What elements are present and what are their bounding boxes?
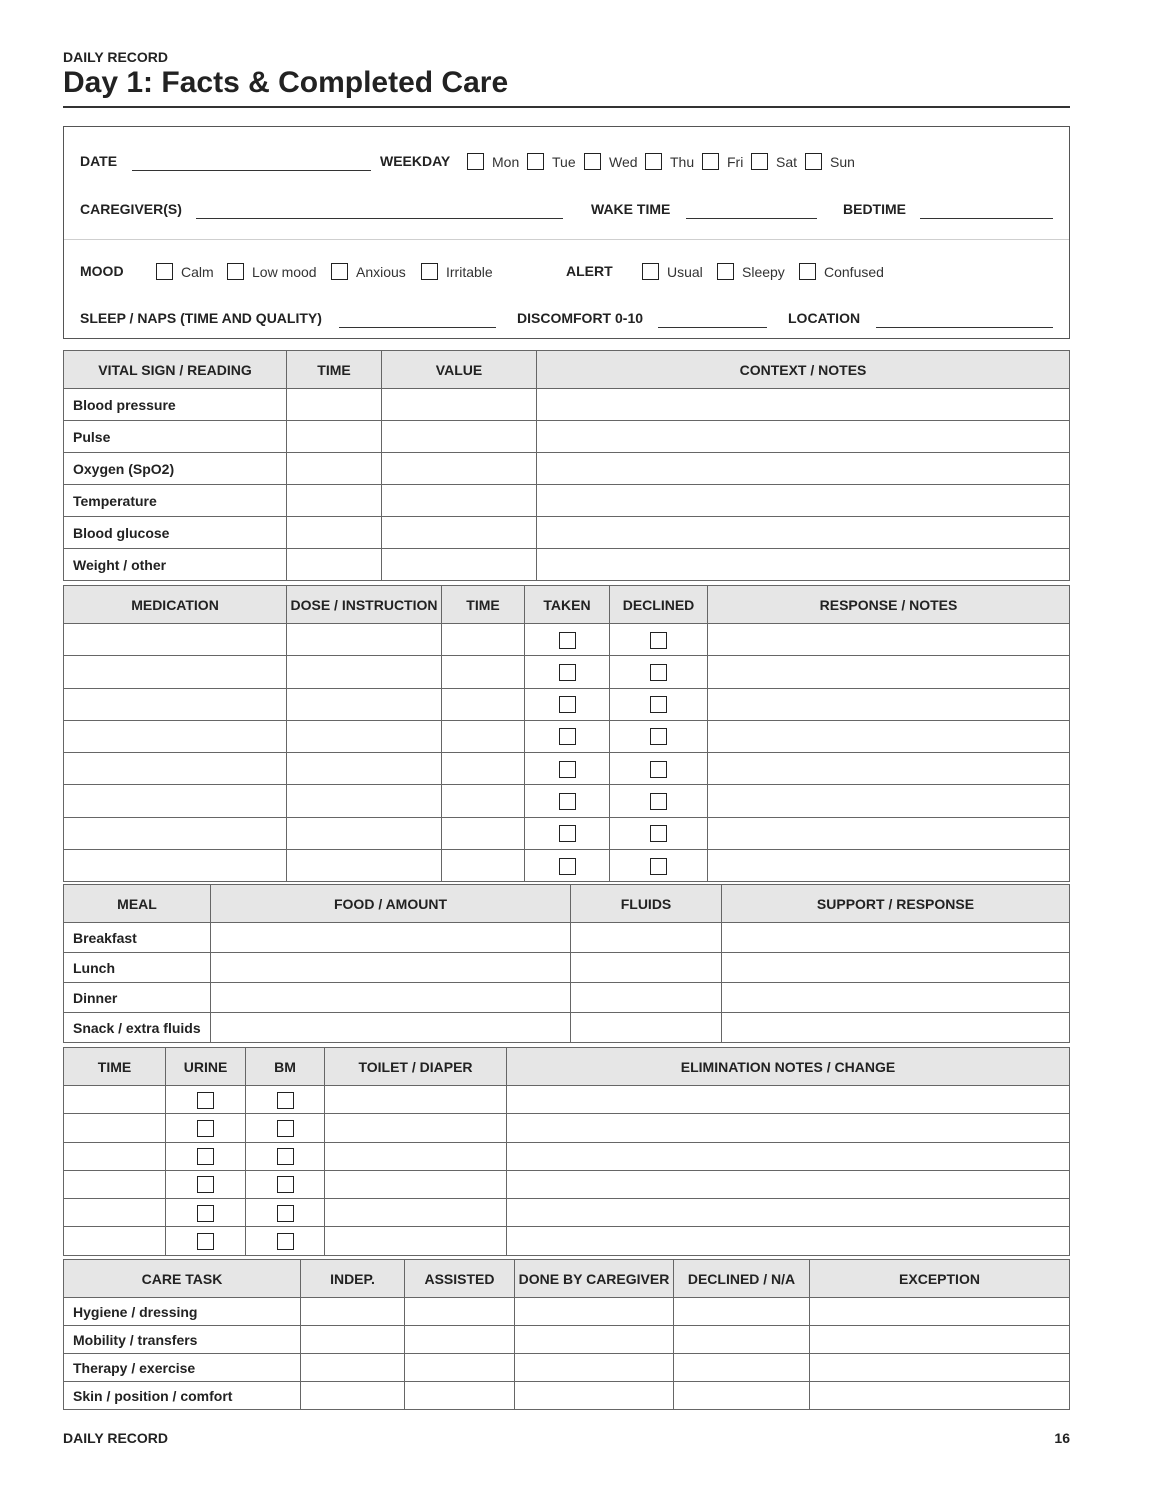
toilet-diaper-cell[interactable]	[325, 1142, 507, 1170]
checkbox[interactable]	[702, 153, 719, 170]
medication-cell[interactable]	[64, 785, 287, 817]
done-by-caregiver-cell[interactable]	[515, 1382, 674, 1410]
column-header: TIME	[64, 1048, 166, 1086]
vital-label: Weight / other	[64, 549, 287, 581]
declined-cell[interactable]	[674, 1298, 810, 1326]
table-row	[64, 1170, 1070, 1198]
checkbox[interactable]	[197, 1176, 214, 1193]
taken-cell[interactable]	[525, 688, 610, 720]
declined-cell[interactable]	[674, 1382, 810, 1410]
medication-cell[interactable]	[64, 753, 287, 785]
checkbox[interactable]	[650, 664, 667, 681]
time-cell[interactable]	[287, 453, 382, 485]
declined-cell[interactable]	[674, 1326, 810, 1354]
time-cell[interactable]	[64, 1086, 166, 1114]
medication-table	[63, 585, 1070, 882]
column-header: ELIMINATION NOTES / CHANGE	[507, 1048, 1070, 1086]
weekday-sat-label: Sat	[776, 153, 798, 170]
dose-cell[interactable]	[287, 656, 442, 688]
checkbox[interactable]	[227, 263, 244, 280]
checkbox[interactable]	[421, 263, 438, 280]
support-cell[interactable]	[722, 983, 1070, 1013]
medication-cell[interactable]	[64, 850, 287, 882]
column-header: BM	[246, 1048, 325, 1086]
checkbox[interactable]	[717, 263, 734, 280]
urine-cell[interactable]	[166, 1114, 246, 1142]
fluids-cell[interactable]	[571, 1013, 722, 1043]
page-title: Day 1: Facts & Completed Care	[63, 66, 509, 99]
footer-label: DAILY RECORD	[63, 1430, 169, 1446]
daily-info-box	[63, 126, 1070, 339]
vital-label: Pulse	[64, 421, 287, 453]
wake-time-field[interactable]	[686, 218, 817, 219]
support-cell[interactable]	[722, 953, 1070, 983]
time-cell[interactable]	[64, 1114, 166, 1142]
daily-record-page	[63, 0, 1070, 1500]
notes-cell[interactable]	[537, 549, 1070, 581]
bm-cell[interactable]	[246, 1086, 325, 1114]
section-eyebrow: DAILY RECORD	[63, 49, 169, 65]
value-cell[interactable]	[382, 549, 537, 581]
notes-cell[interactable]	[537, 453, 1070, 485]
taken-cell[interactable]	[525, 753, 610, 785]
bm-cell[interactable]	[246, 1170, 325, 1198]
assisted-cell[interactable]	[405, 1326, 515, 1354]
response-notes-cell[interactable]	[708, 656, 1070, 688]
taken-cell[interactable]	[525, 656, 610, 688]
toilet-diaper-cell[interactable]	[325, 1086, 507, 1114]
column-header: FOOD / AMOUNT	[211, 885, 571, 923]
bedtime-field[interactable]	[920, 218, 1053, 219]
table-row	[64, 1114, 1070, 1142]
indep-cell[interactable]	[301, 1354, 405, 1382]
table-row	[64, 549, 1070, 581]
column-header: RESPONSE / NOTES	[708, 586, 1070, 624]
checkbox[interactable]	[277, 1092, 294, 1109]
alert-confused-label: Confused	[824, 263, 884, 280]
dose-cell[interactable]	[287, 817, 442, 849]
weekday-sun-label: Sun	[830, 153, 855, 170]
mood-option-calm[interactable]	[156, 263, 214, 280]
column-header: VITAL SIGN / READING	[64, 351, 287, 389]
sleep-label: SLEEP / NAPS (TIME AND QUALITY)	[80, 310, 322, 326]
checkbox[interactable]	[559, 696, 576, 713]
page-number: 16	[1054, 1430, 1070, 1446]
checkbox[interactable]	[650, 825, 667, 842]
checkbox[interactable]	[197, 1205, 214, 1222]
table-row	[64, 850, 1070, 882]
checkbox[interactable]	[197, 1092, 214, 1109]
column-header: MEDICATION	[64, 586, 287, 624]
exception-cell[interactable]	[810, 1382, 1070, 1410]
time-cell[interactable]	[442, 720, 525, 752]
declined-cell[interactable]	[610, 656, 708, 688]
column-header: INDEP.	[301, 1260, 405, 1298]
vital-label: Blood pressure	[64, 389, 287, 421]
response-notes-cell[interactable]	[708, 850, 1070, 882]
weekday-label: WEEKDAY	[380, 153, 451, 169]
table-row	[64, 923, 1070, 953]
medication-cell[interactable]	[64, 624, 287, 656]
dose-cell[interactable]	[287, 624, 442, 656]
weekday-mon-label: Mon	[492, 153, 520, 170]
value-cell[interactable]	[382, 453, 537, 485]
medication-cell[interactable]	[64, 720, 287, 752]
dose-cell[interactable]	[287, 753, 442, 785]
alert-option-usual[interactable]	[642, 263, 703, 280]
care-tasks-table	[63, 1259, 1070, 1410]
value-cell[interactable]	[382, 485, 537, 517]
response-notes-cell[interactable]	[708, 688, 1070, 720]
support-cell[interactable]	[722, 1013, 1070, 1043]
response-notes-cell[interactable]	[708, 624, 1070, 656]
table-row	[64, 753, 1070, 785]
urine-cell[interactable]	[166, 1170, 246, 1198]
taken-cell[interactable]	[525, 785, 610, 817]
exception-cell[interactable]	[810, 1326, 1070, 1354]
column-header: ASSISTED	[405, 1260, 515, 1298]
checkbox[interactable]	[527, 153, 544, 170]
info-divider	[64, 239, 1069, 240]
value-cell[interactable]	[382, 421, 537, 453]
checkbox[interactable]	[277, 1176, 294, 1193]
table-row	[64, 1086, 1070, 1114]
elimination-notes-cell[interactable]	[507, 1227, 1070, 1255]
table-row	[64, 1142, 1070, 1170]
time-cell[interactable]	[287, 485, 382, 517]
weekday-option-thu[interactable]	[645, 153, 694, 170]
meal-label: Snack / extra fluids	[64, 1013, 211, 1043]
declined-cell[interactable]	[610, 785, 708, 817]
time-cell[interactable]	[287, 389, 382, 421]
care-task-label: Skin / position / comfort	[64, 1382, 301, 1410]
weekday-option-sun[interactable]	[805, 153, 855, 170]
checkbox[interactable]	[197, 1120, 214, 1137]
column-header: DECLINED	[610, 586, 708, 624]
column-header: SUPPORT / RESPONSE	[722, 885, 1070, 923]
checkbox[interactable]	[559, 793, 576, 810]
time-cell[interactable]	[442, 850, 525, 882]
time-cell[interactable]	[64, 1170, 166, 1198]
mood-option-irritable[interactable]	[421, 263, 493, 280]
done-by-caregiver-cell[interactable]	[515, 1298, 674, 1326]
response-notes-cell[interactable]	[708, 785, 1070, 817]
elimination-notes-cell[interactable]	[507, 1114, 1070, 1142]
checkbox[interactable]	[650, 858, 667, 875]
fluids-cell[interactable]	[571, 953, 722, 983]
food-cell[interactable]	[211, 1013, 571, 1043]
meal-label: Breakfast	[64, 923, 211, 953]
medication-cell[interactable]	[64, 656, 287, 688]
response-notes-cell[interactable]	[708, 720, 1070, 752]
column-header: TIME	[287, 351, 382, 389]
meal-label: Lunch	[64, 953, 211, 983]
vital-label: Oxygen (SpO2)	[64, 453, 287, 485]
checkbox[interactable]	[584, 153, 601, 170]
time-cell[interactable]	[442, 656, 525, 688]
done-by-caregiver-cell[interactable]	[515, 1354, 674, 1382]
column-header: TOILET / DIAPER	[325, 1048, 507, 1086]
elimination-notes-cell[interactable]	[507, 1170, 1070, 1198]
declined-cell[interactable]	[610, 817, 708, 849]
table-row	[64, 624, 1070, 656]
time-cell[interactable]	[287, 517, 382, 549]
fluids-cell[interactable]	[571, 923, 722, 953]
elimination-notes-cell[interactable]	[507, 1142, 1070, 1170]
bm-cell[interactable]	[246, 1114, 325, 1142]
table-row	[64, 720, 1070, 752]
alert-label: ALERT	[566, 263, 613, 279]
dose-cell[interactable]	[287, 785, 442, 817]
mood-irritable-label: Irritable	[446, 263, 493, 280]
assisted-cell[interactable]	[405, 1382, 515, 1410]
indep-cell[interactable]	[301, 1298, 405, 1326]
checkbox[interactable]	[156, 263, 173, 280]
toilet-diaper-cell[interactable]	[325, 1114, 507, 1142]
table-row	[64, 953, 1070, 983]
location-label: LOCATION	[788, 310, 861, 326]
checkbox[interactable]	[799, 263, 816, 280]
taken-cell[interactable]	[525, 720, 610, 752]
checkbox[interactable]	[645, 153, 662, 170]
time-cell[interactable]	[442, 785, 525, 817]
value-cell[interactable]	[382, 389, 537, 421]
declined-cell[interactable]	[610, 688, 708, 720]
column-header: TAKEN	[525, 586, 610, 624]
table-row	[64, 1227, 1070, 1255]
date-field[interactable]	[132, 170, 371, 171]
table-row	[64, 656, 1070, 688]
care-task-label: Hygiene / dressing	[64, 1298, 301, 1326]
notes-cell[interactable]	[537, 421, 1070, 453]
declined-cell[interactable]	[610, 753, 708, 785]
time-cell[interactable]	[64, 1227, 166, 1255]
checkbox[interactable]	[650, 696, 667, 713]
notes-cell[interactable]	[537, 485, 1070, 517]
time-cell[interactable]	[442, 817, 525, 849]
column-header: VALUE	[382, 351, 537, 389]
time-cell[interactable]	[64, 1199, 166, 1227]
checkbox[interactable]	[559, 858, 576, 875]
declined-cell[interactable]	[610, 624, 708, 656]
value-cell[interactable]	[382, 517, 537, 549]
urine-cell[interactable]	[166, 1086, 246, 1114]
column-header: DONE BY CAREGIVER	[515, 1260, 674, 1298]
time-cell[interactable]	[442, 624, 525, 656]
fluids-cell[interactable]	[571, 983, 722, 1013]
title-divider	[63, 106, 1070, 108]
alert-usual-label: Usual	[667, 263, 703, 280]
elimination-notes-cell[interactable]	[507, 1086, 1070, 1114]
time-cell[interactable]	[442, 753, 525, 785]
caregivers-label: CAREGIVER(S)	[80, 201, 182, 217]
checkbox[interactable]	[751, 153, 768, 170]
mood-anxious-label: Anxious	[356, 263, 406, 280]
indep-cell[interactable]	[301, 1382, 405, 1410]
mood-option-low-mood[interactable]	[227, 263, 317, 280]
table-row	[64, 1382, 1070, 1410]
table-row	[64, 421, 1070, 453]
location-field[interactable]	[876, 327, 1053, 328]
table-row	[64, 1354, 1070, 1382]
medication-cell[interactable]	[64, 817, 287, 849]
checkbox[interactable]	[805, 153, 822, 170]
table-row	[64, 1199, 1070, 1227]
column-header: DECLINED / N/A	[674, 1260, 810, 1298]
weekday-option-wed[interactable]	[584, 153, 638, 170]
mood-option-anxious[interactable]	[331, 263, 406, 280]
checkbox[interactable]	[277, 1205, 294, 1222]
mood-label: MOOD	[80, 263, 124, 279]
table-row	[64, 1298, 1070, 1326]
column-header: CARE TASK	[64, 1260, 301, 1298]
column-header: FLUIDS	[571, 885, 722, 923]
table-row	[64, 485, 1070, 517]
meals-table	[63, 884, 1070, 1043]
indep-cell[interactable]	[301, 1326, 405, 1354]
table-row	[64, 1326, 1070, 1354]
urine-cell[interactable]	[166, 1142, 246, 1170]
checkbox[interactable]	[559, 664, 576, 681]
food-cell[interactable]	[211, 953, 571, 983]
toilet-diaper-cell[interactable]	[325, 1199, 507, 1227]
toilet-diaper-cell[interactable]	[325, 1227, 507, 1255]
time-cell[interactable]	[442, 688, 525, 720]
dose-cell[interactable]	[287, 688, 442, 720]
column-header: EXCEPTION	[810, 1260, 1070, 1298]
mood-low-label: Low mood	[252, 263, 317, 280]
checkbox[interactable]	[559, 728, 576, 745]
bm-cell[interactable]	[246, 1142, 325, 1170]
table-row	[64, 1013, 1070, 1043]
checkbox[interactable]	[197, 1233, 214, 1250]
caregivers-field[interactable]	[196, 218, 563, 219]
urine-cell[interactable]	[166, 1199, 246, 1227]
table-row	[64, 453, 1070, 485]
date-label: DATE	[80, 153, 118, 169]
table-row	[64, 688, 1070, 720]
checkbox[interactable]	[467, 153, 484, 170]
weekday-option-fri[interactable]	[702, 153, 743, 170]
weekday-wed-label: Wed	[609, 153, 638, 170]
bm-cell[interactable]	[246, 1227, 325, 1255]
elimination-notes-cell[interactable]	[507, 1199, 1070, 1227]
column-header: DOSE / INSTRUCTION	[287, 586, 442, 624]
vital-label: Blood glucose	[64, 517, 287, 549]
dose-cell[interactable]	[287, 720, 442, 752]
bedtime-label: BEDTIME	[843, 201, 906, 217]
declined-cell[interactable]	[674, 1354, 810, 1382]
checkbox[interactable]	[559, 761, 576, 778]
medication-cell[interactable]	[64, 688, 287, 720]
response-notes-cell[interactable]	[708, 817, 1070, 849]
time-cell[interactable]	[64, 1142, 166, 1170]
bm-cell[interactable]	[246, 1199, 325, 1227]
declined-cell[interactable]	[610, 720, 708, 752]
declined-cell[interactable]	[610, 850, 708, 882]
weekday-option-mon[interactable]	[467, 153, 519, 170]
checkbox[interactable]	[650, 793, 667, 810]
mood-calm-label: Calm	[181, 263, 214, 280]
time-cell[interactable]	[287, 549, 382, 581]
table-row	[64, 817, 1070, 849]
vital-label: Temperature	[64, 485, 287, 517]
care-task-label: Therapy / exercise	[64, 1354, 301, 1382]
column-header: TIME	[442, 586, 525, 624]
urine-cell[interactable]	[166, 1227, 246, 1255]
checkbox[interactable]	[650, 728, 667, 745]
column-header: MEAL	[64, 885, 211, 923]
time-cell[interactable]	[287, 421, 382, 453]
checkbox[interactable]	[650, 632, 667, 649]
notes-cell[interactable]	[537, 389, 1070, 421]
discomfort-label: DISCOMFORT 0-10	[517, 310, 644, 326]
toilet-diaper-cell[interactable]	[325, 1170, 507, 1198]
assisted-cell[interactable]	[405, 1354, 515, 1382]
checkbox[interactable]	[197, 1148, 214, 1165]
table-row	[64, 785, 1070, 817]
wake-time-label: WAKE TIME	[591, 201, 671, 217]
done-by-caregiver-cell[interactable]	[515, 1326, 674, 1354]
checkbox[interactable]	[277, 1120, 294, 1137]
checkbox[interactable]	[277, 1233, 294, 1250]
discomfort-field[interactable]	[658, 327, 767, 328]
column-header: URINE	[166, 1048, 246, 1086]
weekday-fri-label: Fri	[727, 153, 744, 170]
checkbox[interactable]	[650, 761, 667, 778]
notes-cell[interactable]	[537, 517, 1070, 549]
food-cell[interactable]	[211, 983, 571, 1013]
column-header: CONTEXT / NOTES	[537, 351, 1070, 389]
support-cell[interactable]	[722, 923, 1070, 953]
checkbox[interactable]	[277, 1148, 294, 1165]
exception-cell[interactable]	[810, 1354, 1070, 1382]
alert-option-confused[interactable]	[799, 263, 884, 280]
food-cell[interactable]	[211, 923, 571, 953]
table-row	[64, 517, 1070, 549]
vitals-table	[63, 350, 1070, 581]
checkbox[interactable]	[331, 263, 348, 280]
weekday-tue-label: Tue	[552, 153, 576, 170]
care-task-label: Mobility / transfers	[64, 1326, 301, 1354]
weekday-option-tue[interactable]	[527, 153, 576, 170]
weekday-thu-label: Thu	[670, 153, 695, 170]
checkbox[interactable]	[559, 825, 576, 842]
dose-cell[interactable]	[287, 850, 442, 882]
meal-label: Dinner	[64, 983, 211, 1013]
taken-cell[interactable]	[525, 624, 610, 656]
taken-cell[interactable]	[525, 817, 610, 849]
table-row	[64, 389, 1070, 421]
alert-option-sleepy[interactable]	[717, 263, 785, 280]
assisted-cell[interactable]	[405, 1298, 515, 1326]
response-notes-cell[interactable]	[708, 753, 1070, 785]
checkbox[interactable]	[559, 632, 576, 649]
checkbox[interactable]	[642, 263, 659, 280]
alert-sleepy-label: Sleepy	[742, 263, 785, 280]
weekday-option-sat[interactable]	[751, 153, 797, 170]
taken-cell[interactable]	[525, 850, 610, 882]
sleep-field[interactable]	[339, 327, 496, 328]
table-row	[64, 983, 1070, 1013]
elimination-table	[63, 1047, 1070, 1256]
exception-cell[interactable]	[810, 1298, 1070, 1326]
